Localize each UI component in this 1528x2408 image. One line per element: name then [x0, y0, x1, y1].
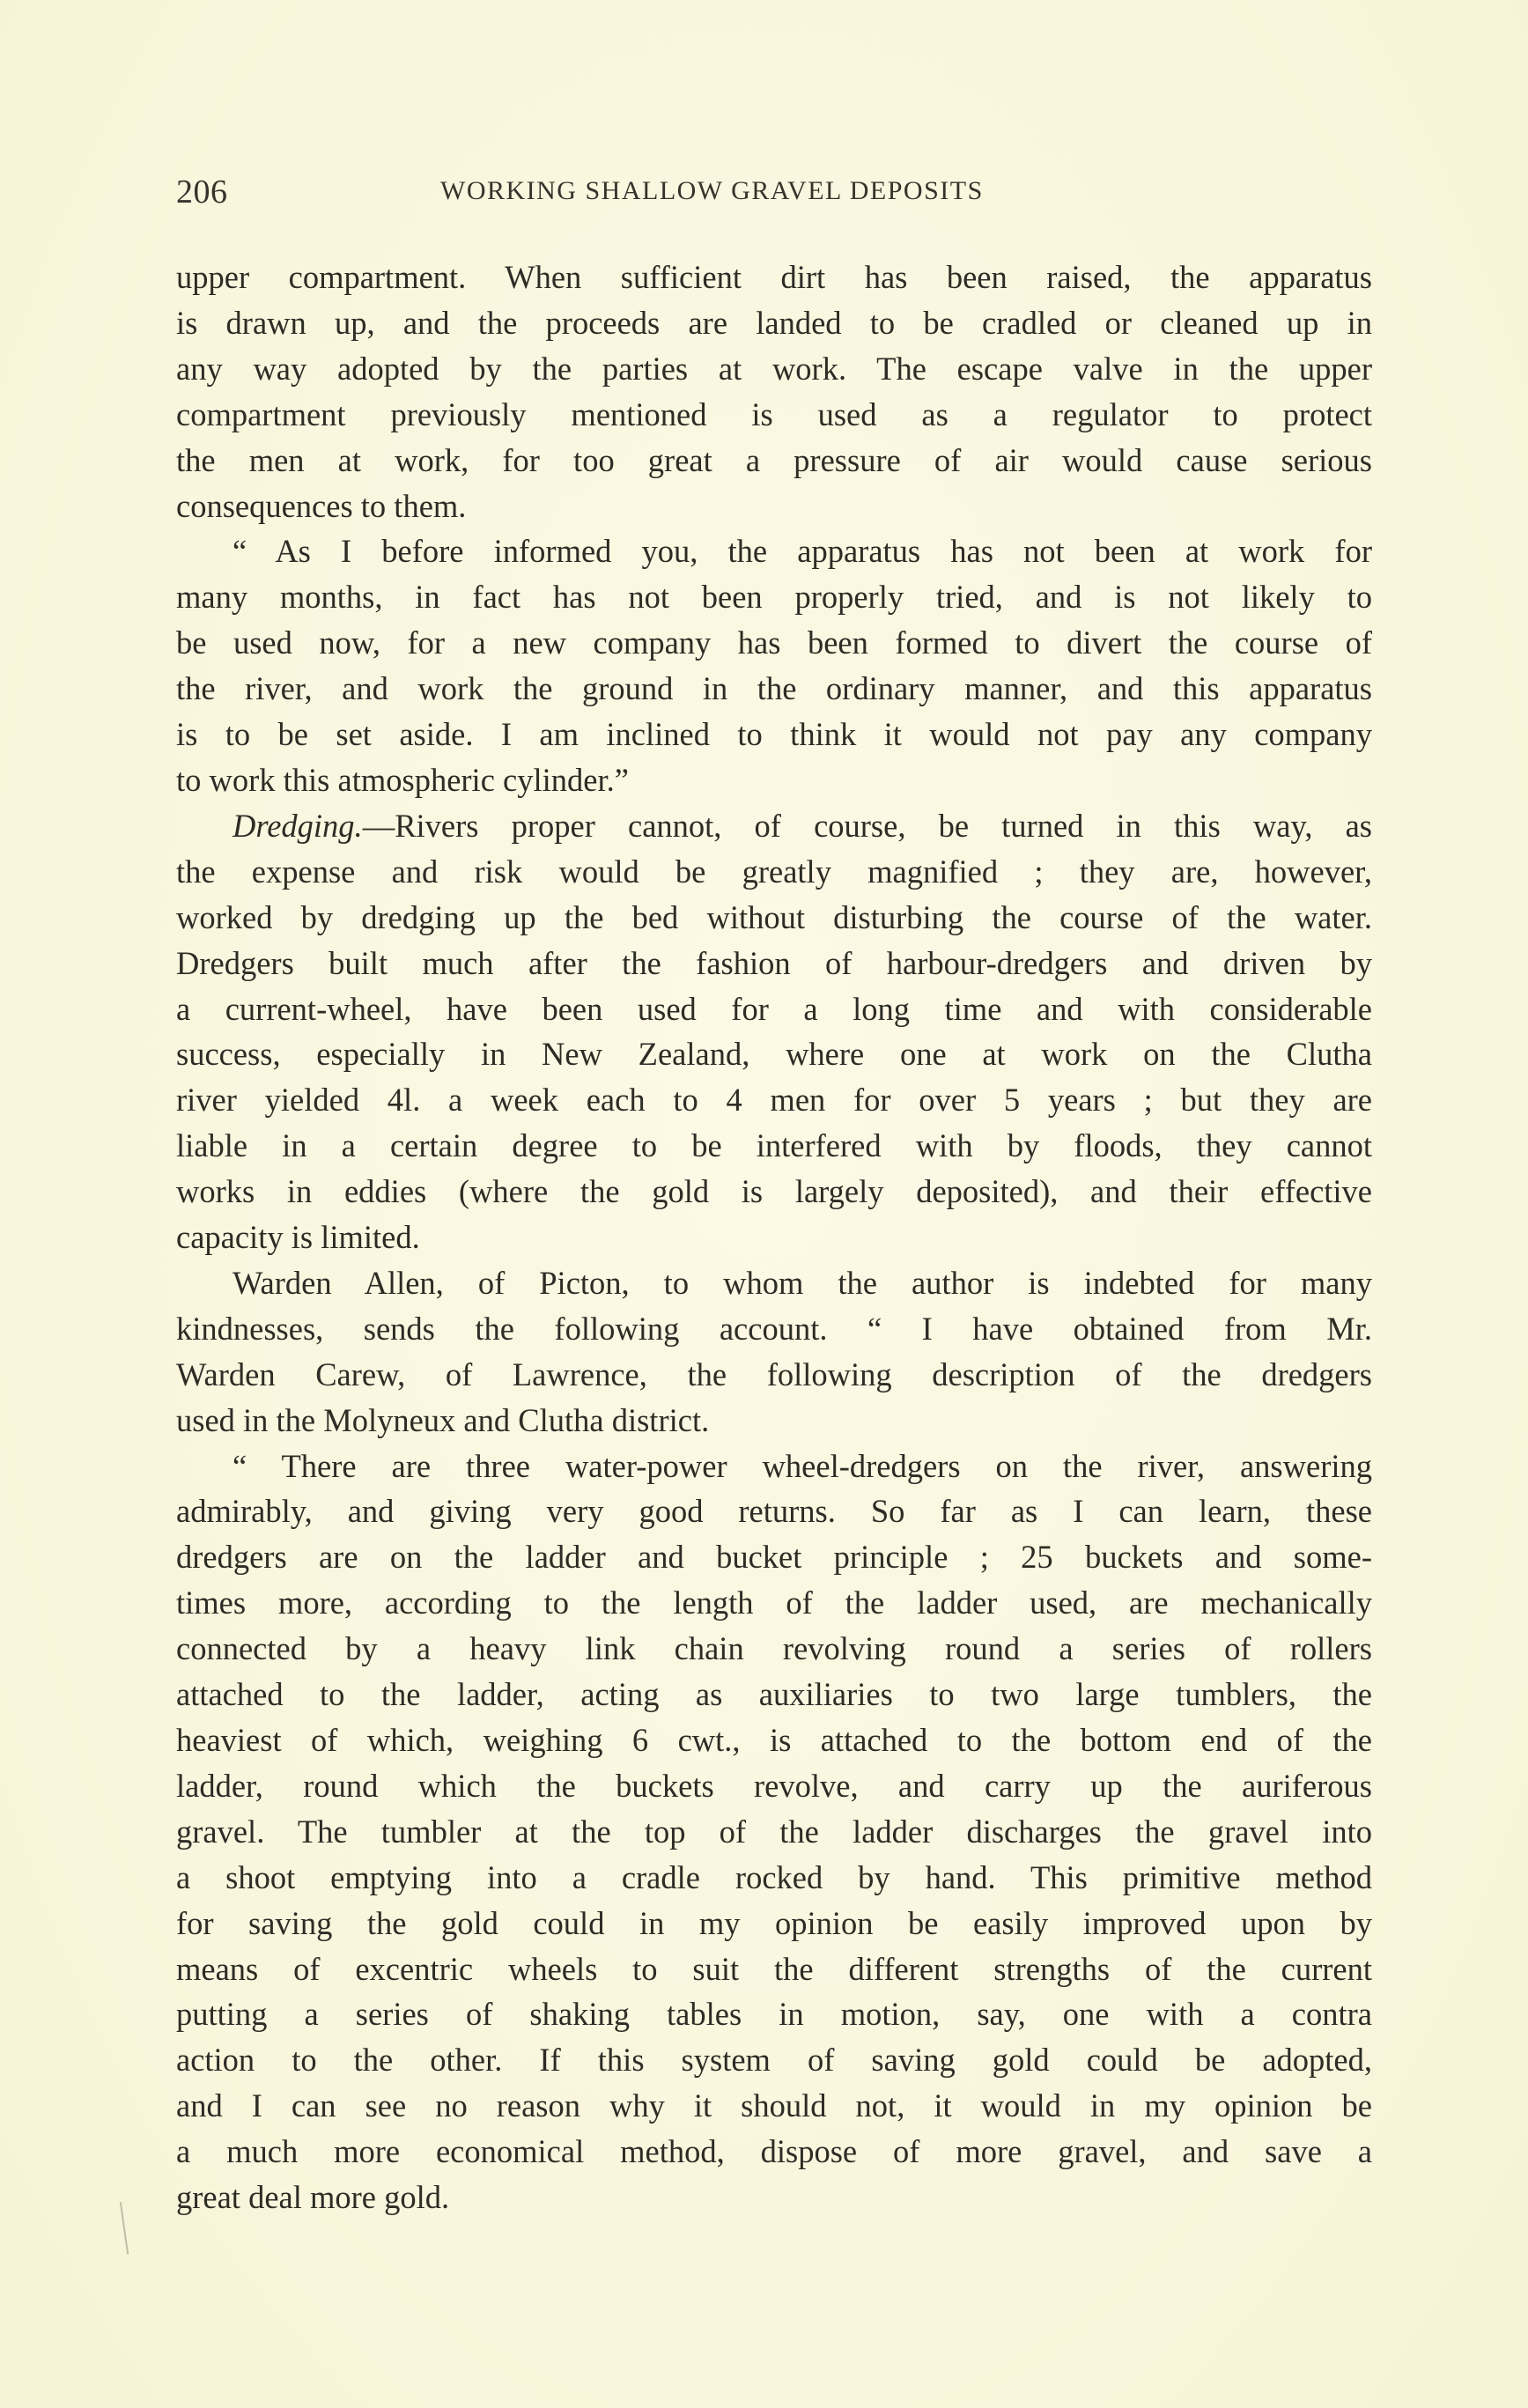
- text-line: is drawn up, and the proceeds are landed to be cradled or cleaned up in: [176, 304, 1372, 341]
- text-line: used in the Molyneux and Clutha district.: [176, 1401, 710, 1438]
- paragraph-dredging: [176, 803, 1372, 1260]
- text-line: be used now, for a new company has been formed to divert the course of: [176, 624, 1372, 661]
- text-line: river yielded 4l. a week each to 4 men for over 5 years ; but they are: [176, 1082, 1372, 1119]
- text-line: a current-wheel, have been used for a long time and with considerable: [176, 990, 1372, 1027]
- text-line: upper compartment. When sufficient dirt has been raised, the apparatus: [176, 259, 1372, 295]
- text-line: [176, 803, 1372, 849]
- text-line: “ There are three water-power wheel-dredgers on the river, answering: [233, 1447, 1372, 1484]
- text-line: putting a series of shaking tables in motion, say, one with a contra: [176, 1996, 1372, 2033]
- text-line: is to be set aside. I am inclined to think it would not pay any company: [176, 716, 1372, 753]
- text-line: “ As I before informed you, the apparatus has not been at work for: [233, 533, 1372, 570]
- text-line: action to the other. If this system of saving gold could be adopted,: [176, 2042, 1372, 2079]
- text-line: success, especially in New Zealand, where one at work on the Clutha: [176, 1036, 1372, 1073]
- body-text: [176, 255, 1372, 2220]
- text-line: liable in a certain degree to be interfered with by floods, they cannot: [176, 1127, 1372, 1164]
- text-line: great deal more gold.: [176, 2179, 450, 2216]
- text-line: to work this atmospheric cylinder.”: [176, 761, 629, 798]
- text-line: means of excentric wheels to suit the different strengths of the current: [176, 1950, 1372, 1987]
- text-line: for saving the gold could in my opinion be easily improved upon by: [176, 1904, 1372, 1941]
- text-line: dredgers are on the ladder and bucket principle ; 25 buckets and some-: [176, 1539, 1372, 1576]
- text-line: a much more economical method, dispose of more gravel, and save a: [176, 2133, 1372, 2170]
- running-title: WORKING SHALLOW GRAVEL DEPOSITS: [440, 176, 984, 205]
- text-line: ladder, round which the buckets revolve, and carry up the auriferous: [176, 1767, 1372, 1804]
- text-line: kindnesses, sends the following account. “ I have obtained from Mr.: [176, 1310, 1372, 1347]
- text-line: compartment previously mentioned is used as a regulator to protect: [176, 395, 1372, 432]
- text-line: worked by dredging up the bed without disturbing the course of the water.: [176, 898, 1372, 935]
- paragraph-wheel-dredgers: [176, 1444, 1372, 2220]
- text-line: Warden Allen, of Picton, to whom the author is indebted for many: [233, 1264, 1372, 1301]
- text-line: many months, in fact has not been properly tried, and is not likely to: [176, 579, 1372, 616]
- text-line: works in eddies (where the gold is largely deposited), and their effective: [176, 1173, 1372, 1210]
- paragraph-warden-allen: [176, 1260, 1372, 1444]
- text-line: attached to the ladder, acting as auxiliaries to two large tumblers, the: [176, 1676, 1372, 1713]
- section-run-in-heading: Dredging.: [233, 807, 363, 844]
- text-line: a shoot emptying into a cradle rocked by hand. This primitive method: [176, 1858, 1372, 1895]
- text-line: times more, according to the length of the ladder used, are mechanically: [176, 1584, 1372, 1621]
- text-line: the river, and work the ground in the ordinary manner, and this apparatus: [176, 670, 1372, 707]
- page-number: 206: [176, 174, 228, 211]
- text-line: heaviest of which, weighing 6 cwt., is attached to the bottom end of the: [176, 1722, 1372, 1758]
- text-line: and I can see no reason why it should not, it would in my opinion be: [176, 2087, 1372, 2124]
- text-line: Warden Carew, of Lawrence, the following description of the dredgers: [176, 1355, 1372, 1392]
- running-head: [176, 173, 1145, 217]
- text-line: the expense and risk would be greatly magnified ; they are, however,: [176, 853, 1372, 890]
- paragraph-continuation: [176, 255, 1372, 528]
- paper-blemish: [120, 2202, 129, 2255]
- text-line: the men at work, for too great a pressure of air would cause serious: [176, 441, 1372, 478]
- text-line: any way adopted by the parties at work. The escape valve in the upper: [176, 350, 1372, 387]
- text-line: gravel. The tumbler at the top of the ladder discharges the gravel into: [176, 1813, 1372, 1850]
- paragraph-quote-apparatus: [176, 528, 1372, 802]
- text-line: admirably, and giving very good returns. So far as I can learn, these: [176, 1493, 1372, 1530]
- text-line: connected by a heavy link chain revolving round a series of rollers: [176, 1630, 1372, 1667]
- text-line: consequences to them.: [176, 487, 467, 524]
- text-line: Dredgers built much after the fashion of harbour-dredgers and driven by: [176, 944, 1372, 981]
- text-line: capacity is limited.: [176, 1219, 420, 1256]
- text-line-rest: —Rivers proper cannot, of course, be turned in this way, as: [362, 807, 1372, 844]
